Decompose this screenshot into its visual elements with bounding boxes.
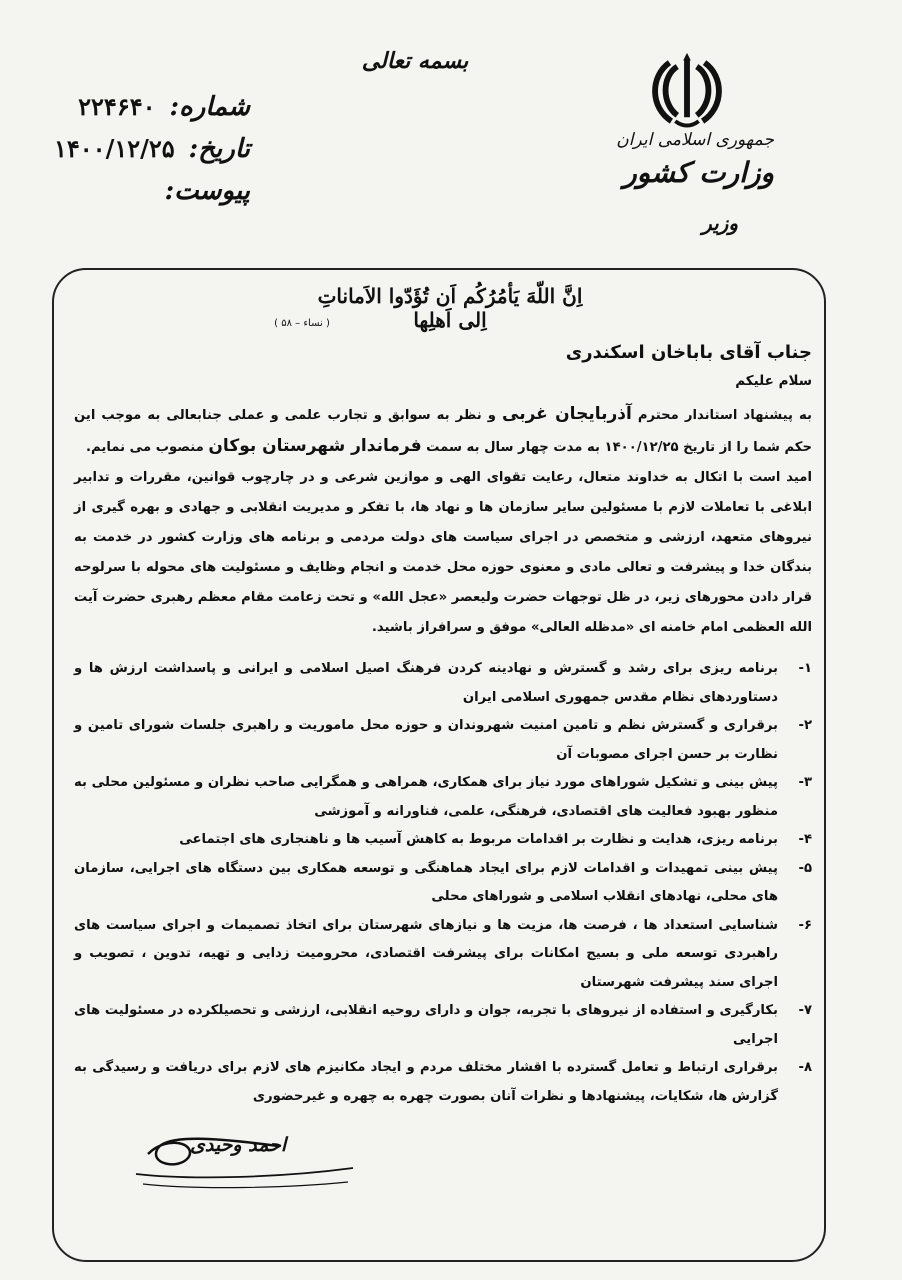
list-item xyxy=(74,1054,812,1111)
addressee: جناب آقای باباخان اسکندری xyxy=(565,342,812,363)
attachment-label: پیوست: xyxy=(164,176,250,206)
quran-verse: اِنَّ اللّهَ یَأمُرُکُم اَن تُؤَدّوا الاَماناتِ اِلی اَهلِها xyxy=(317,284,583,332)
signatory-name: احمد وحیدی xyxy=(190,1134,287,1156)
date-value: ۱۴۰۰/۱۲/۲۵ xyxy=(54,134,175,163)
item-number: ۸- xyxy=(798,1060,812,1075)
item-text: برقراری و گسترش نظم و تامین امنیت شهروندان و حوزه محل ماموریت و راهبری جلسات شورای تامین و نظارت بر حسن اجرای مصوبات آن xyxy=(74,718,778,762)
item-text: شناسایی استعداد ها ، فرصت ها، مزیت ها و نیازهای شهرستان برای اتخاذ تصمیمات و اجرای سیاست های راهبردی توسعه ملی و بسیج امکانات برای پیشرفت اقتصادی، محرومیت زدایی و تهیه، تدوین ، تصویب و اجرای سند پیشرفت شهرستان xyxy=(74,917,778,990)
appointment-text-a: به پیشنهاد استاندار محترم xyxy=(631,408,812,423)
appointment-text-b: و نظر به سوابق و تجارب علمی و عملی جنابعالی به موجب این حکم شما را از تاریخ ۱۴۰۰/۱۲/۲۵ به مدت چهار سال به سمت xyxy=(74,408,812,455)
item-text: برنامه ریزی برای رشد و گسترش و نهادینه کردن فرهنگ اصیل اسلامی و ایرانی و پاسداشت ارزش ها و دستاوردهای نظام مقدس جمهوری اسلامی ایران xyxy=(74,661,778,705)
attachment-row xyxy=(60,176,250,206)
list-item xyxy=(74,997,812,1054)
list-item xyxy=(74,712,812,769)
list-item xyxy=(74,912,812,998)
list-item xyxy=(74,826,812,855)
list-item xyxy=(74,655,812,712)
item-number: ۱- xyxy=(798,661,812,676)
duties-list xyxy=(74,655,812,1111)
item-text: برقراری ارتباط و تعامل گسترده با اقشار مختلف مردم و ایجاد مکانیزم های لازم برای دریافت و رسیدگی به گزارش ها، شکایات، پیشنهادها و نظرات آنان بصورت چهره به چهره و غیرحضوری xyxy=(74,1060,778,1104)
wishes-paragraph: امید است با اتکال به خداوند متعال، رعایت تقوای الهی و موازین شرعی و در چارچوب قوانین، مقررات و تدابیر ابلاغی با تعاملات لازم با مسئولین سایر سازمان ها و نهاد ها، با تفکر و مدیریت انقلابی و جهادی و بهره گیری از نیروهای متعهد، ارزشی و متخصص در اجرای سیاست های دولت مردمی و برنامه های وزارت کشور در خدمت به بندگان خدا و پیشرفت و تعالی مادی و معنوی حوزه محل خدمت و انجام وظایف و مسئولیت های محوله با سرلوحه قرار دادن محورهای زیر، در ظل توجهات حضرت ولیعصر «عجل الله» و تحت زعامت مقام معظم رهبری حضرت آیت الله العظمی امام خامنه ای «مدظله العالی» موفق و سرافراز باشید. xyxy=(74,470,812,635)
list-item xyxy=(74,769,812,826)
appointment-text-c: منصوب می نمایم. xyxy=(86,440,209,455)
minister-title: وزیر xyxy=(702,211,738,235)
item-number: ۶- xyxy=(798,917,812,933)
appointment-paragraph xyxy=(74,399,812,463)
item-text: پیش بینی و تشکیل شوراهای مورد نیاز برای همکاری، همراهی و همگرایی صاحب نظران و مسئولین محلی به منظور بهبود فعالیت های اقتصادی، فرهنگی، علمی، فناورانه و آموزشی xyxy=(74,775,778,819)
item-text: پیش بینی تمهیدات و اقدامات لازم برای ایجاد هماهنگی و توسعه همکاری بین دستگاه های اجرایی، سازمان های محلی، نهادهای انقلاب اسلامی و شوراهای محلی xyxy=(74,860,778,904)
ministry-name: وزارت کشور xyxy=(623,156,774,189)
bismillah: بسمه تعالی xyxy=(361,48,469,74)
item-number: ۵- xyxy=(798,860,812,876)
item-text: بکارگیری و استفاده از نیروهای با تجربه، جوان و دارای روحیه انقلابی، ارزشی و تحصیلکرده در مسئولیت های اجرایی xyxy=(74,1003,778,1047)
position-title: فرماندار شهرستان بوکان xyxy=(208,436,422,456)
letter-meta xyxy=(54,92,250,218)
number-value: ۲۲۴۶۴۰ xyxy=(78,92,156,121)
province-name: آذربایجان غربی xyxy=(502,404,632,424)
item-number: ۳- xyxy=(798,775,812,790)
number-label: شماره: xyxy=(169,92,250,122)
number-row xyxy=(60,92,250,122)
item-text: برنامه ریزی، هدایت و نظارت بر اقدامات مربوط به کاهش آسیب ها و ناهنجاری های اجتماعی xyxy=(179,832,778,847)
letter-body xyxy=(74,342,812,1111)
date-label: تاریخ: xyxy=(188,134,250,164)
country-name: جمهوری اسلامی ایران xyxy=(616,130,774,150)
greeting: سلام علیکم xyxy=(735,373,812,389)
ministry-header xyxy=(614,130,774,235)
verse-reference: ( نساء – ۵۸ ) xyxy=(274,318,330,329)
date-row xyxy=(54,134,250,164)
list-item xyxy=(74,855,812,912)
item-number: ۷- xyxy=(798,1003,812,1018)
item-number: ۴- xyxy=(798,832,812,847)
iran-emblem-icon xyxy=(648,48,726,128)
item-number: ۲- xyxy=(798,718,812,733)
